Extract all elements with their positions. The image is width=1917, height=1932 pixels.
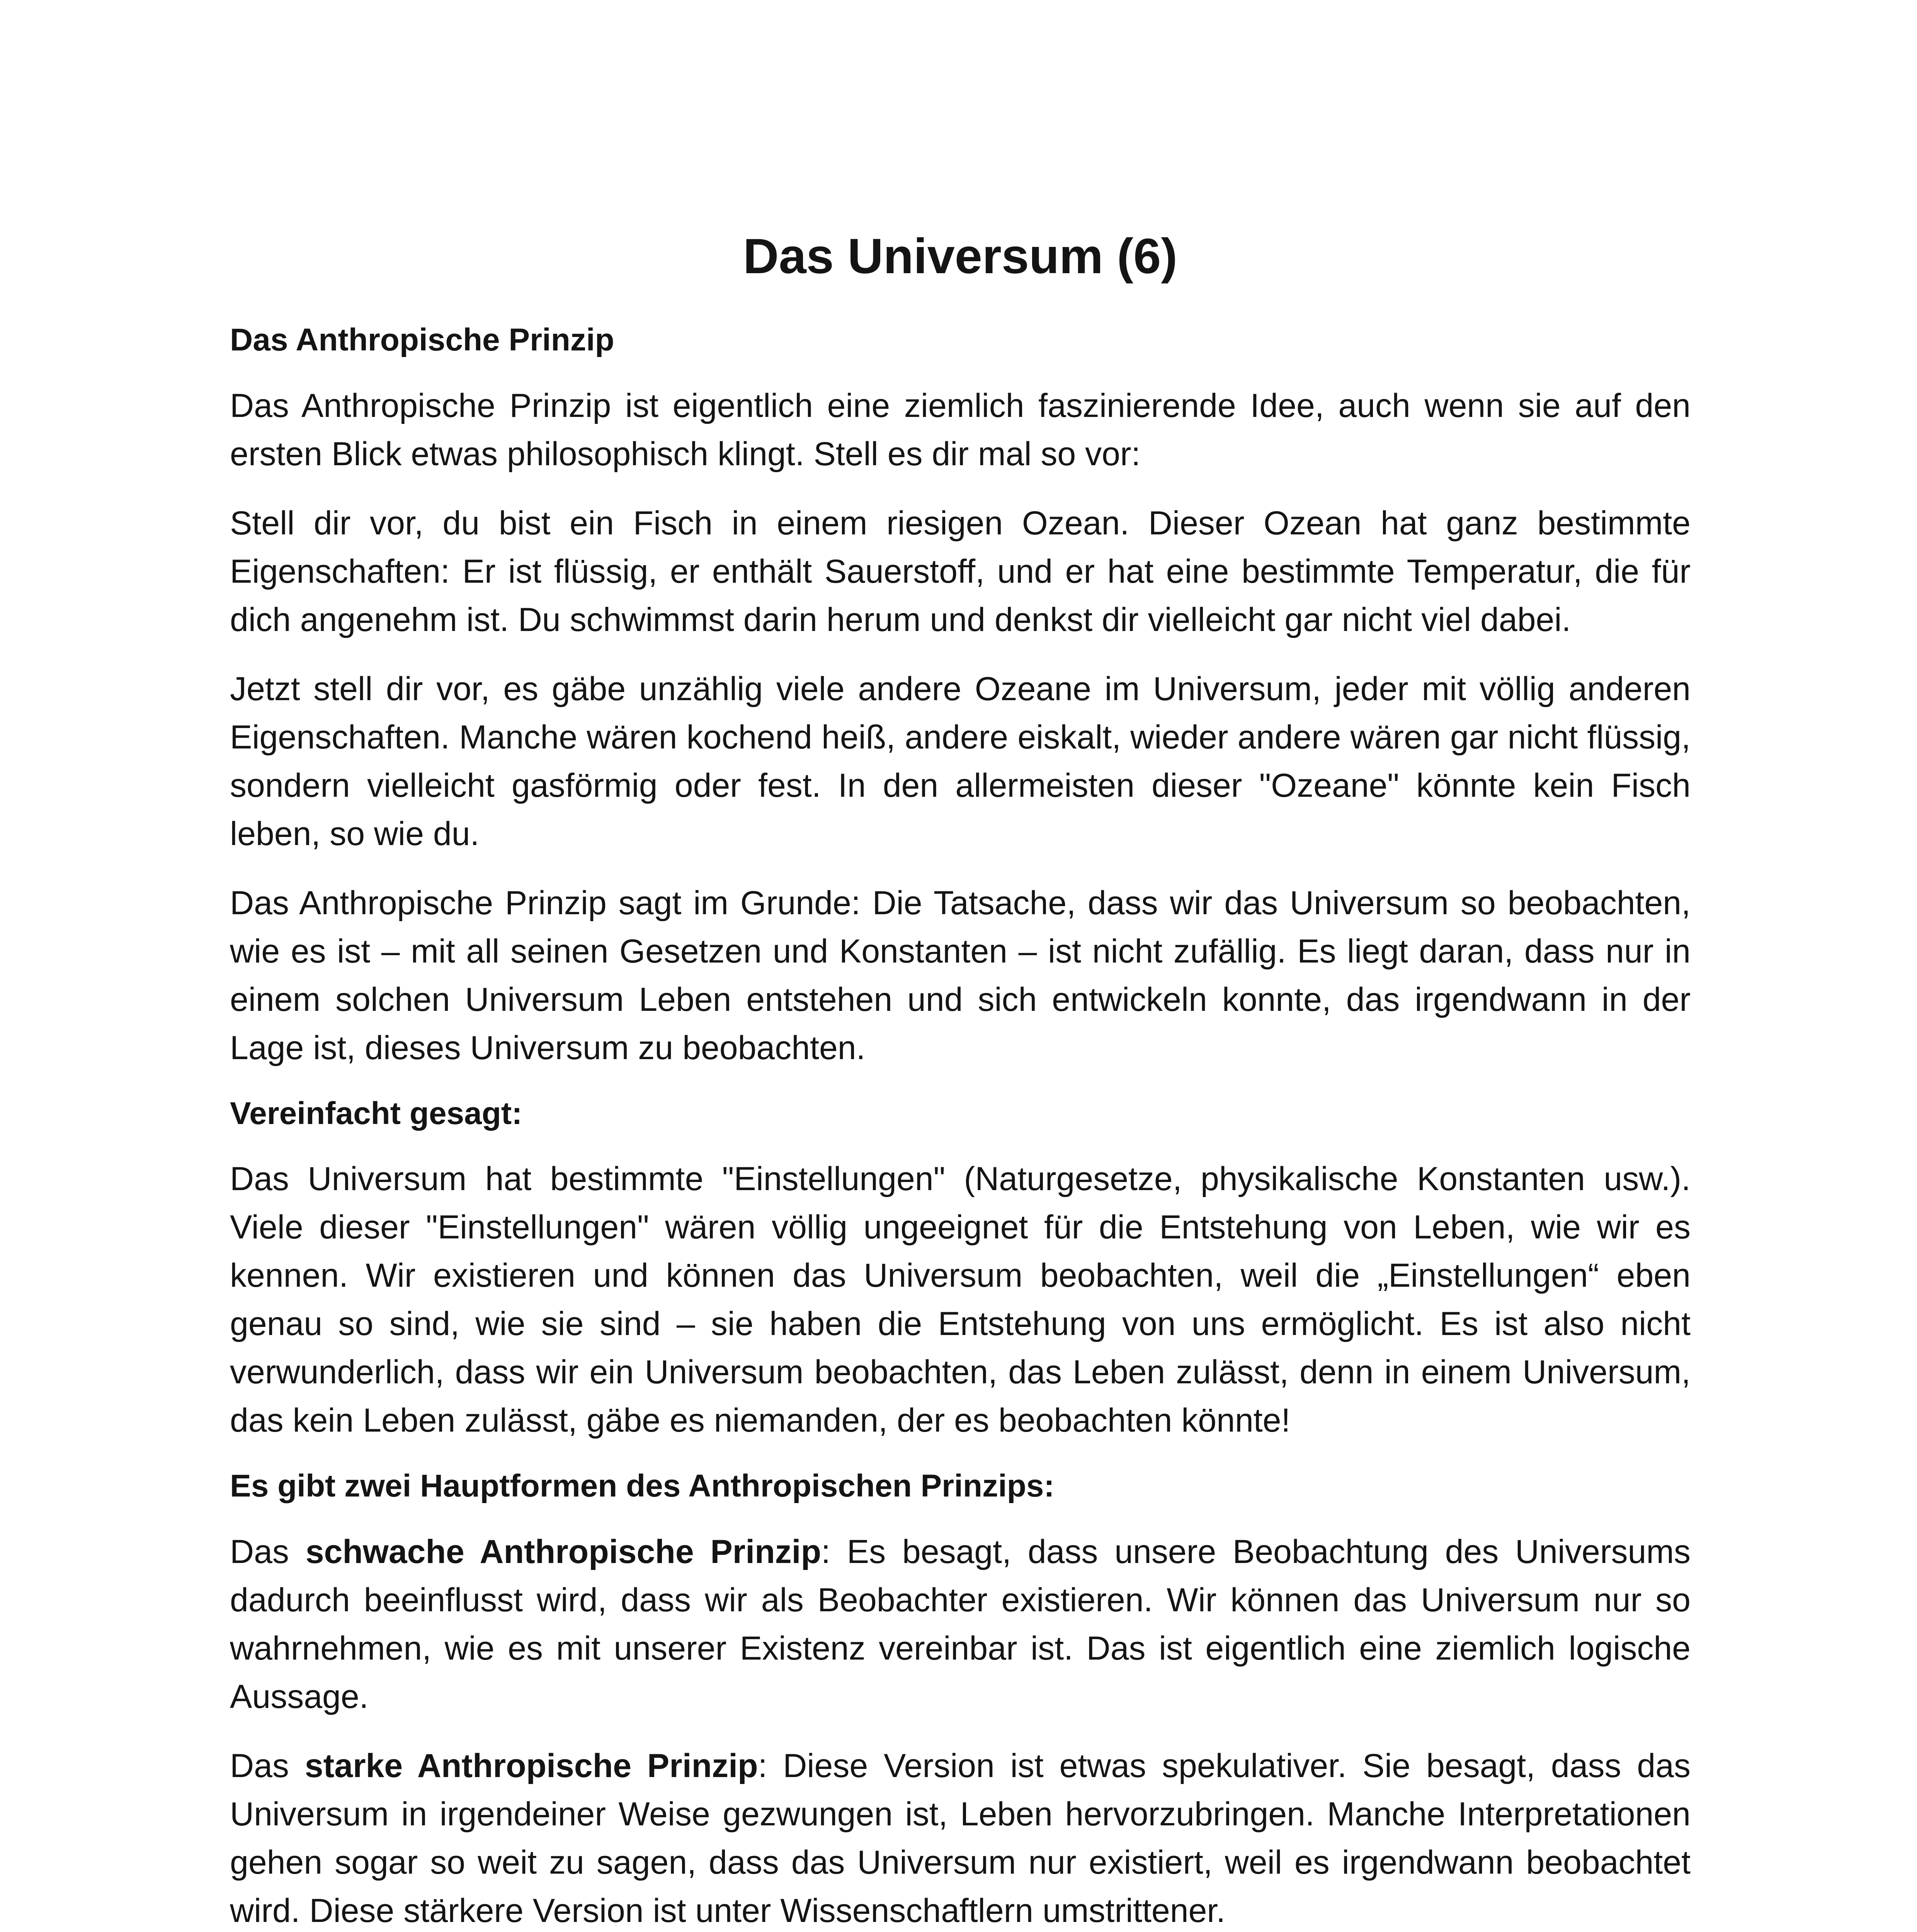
weak-principle-prefix: Das (230, 1533, 306, 1570)
paragraph-other-oceans: Jetzt stell dir vor, es gäbe unzählig viele andere Ozeane im Universum, jeder mit völlig anderen Eigenschaften. Manche wären kochend heiß, andere eiskalt, wieder andere wären gar nicht flüssig, sondern vielleicht gasförmig oder fest. In den allermeisten dieser "Ozeane" könnte kein Fisch leben, so wie du. (230, 670, 1691, 852)
paragraph-principle-statement: Das Anthropische Prinzip sagt im Grunde: Die Tatsache, dass wir das Universum so beobachten, wie es ist – mit all seinen Gesetzen und Konstanten – ist nicht zufällig. Es liegt daran, dass nur in einem solchen Universum Leben entstehen und sich entwickeln konnte, das irgendwann in der Lage ist, dieses Universum zu beobachten. (230, 884, 1691, 1066)
section-heading-anthropic-principle: Das Anthropische Prinzip (230, 322, 614, 358)
section-heading-simplified: Vereinfacht gesagt: (230, 1095, 522, 1131)
paragraph-simplified: Das Universum hat bestimmte "Einstellungen" (Naturgesetze, physikalische Konstanten usw.). Viele dieser "Einstellungen" wären völlig ungeeignet für die Entstehung von Leben, wie wir es kennen. Wir existieren und können das Universum beobachten, weil die „Einstellungen“ eben genau so sind, wie sie sind – sie haben die Entstehung von uns ermöglicht. Es ist also nicht verwunderlich, dass wir ein Universum beobachten, das Leben zulässt, denn in einem Universum, das kein Leben zulässt, gäbe es niemanden, der es beobachten könnte! (230, 1160, 1691, 1439)
paragraph-intro: Das Anthropische Prinzip ist eigentlich eine ziemlich faszinierende Idee, auch wenn sie auf den ersten Blick etwas philosophisch klingt. Stell es dir mal so vor: (230, 387, 1691, 473)
paragraph-weak-principle (230, 1528, 1691, 1721)
strong-principle-prefix: Das (230, 1747, 305, 1784)
strong-principle-text: : Diese Version ist etwas spekulativer. Sie besagt, dass das Universum in irgendeiner Weise gezwungen ist, Leben hervorzubringen. Manche Interpretationen gehen sogar so weit zu sagen, dass das Universum nur existiert, weil es irgendwann beobachtet wird. Diese stärkere Version ist unter Wissenschaftlern umstrittener. (230, 1747, 1691, 1929)
weak-principle-text: : Es besagt, dass unsere Beobachtung des Universums dadurch beeinflusst wird, dass wir als Beobachter existieren. Wir können das Universum nur so wahrnehmen, wie es mit unserer Existenz vereinbar ist. Das ist eigentlich eine ziemlich logische Aussage. (230, 1533, 1691, 1715)
paragraph-strong-principle (230, 1742, 1691, 1932)
paragraph-fish-example: Stell dir vor, du bist ein Fisch in einem riesigen Ozean. Dieser Ozean hat ganz bestimmte Eigenschaften: Er ist flüssig, er enthält Sauerstoff, und er hat eine bestimmte Temperatur, die für dich angenehm ist. Du schwimmst darin herum und denkst dir vielleicht gar nicht viel dabei. (230, 504, 1691, 638)
page-content (230, 228, 1691, 1932)
weak-principle-term: schwache Anthropische Prinzip (305, 1533, 822, 1570)
page-title: Das Universum (6) (743, 229, 1177, 284)
strong-principle-term: starke Anthropische Prinzip (304, 1747, 758, 1784)
section-heading-two-forms: Es gibt zwei Hauptformen des Anthropischen Prinzips: (230, 1468, 1055, 1504)
